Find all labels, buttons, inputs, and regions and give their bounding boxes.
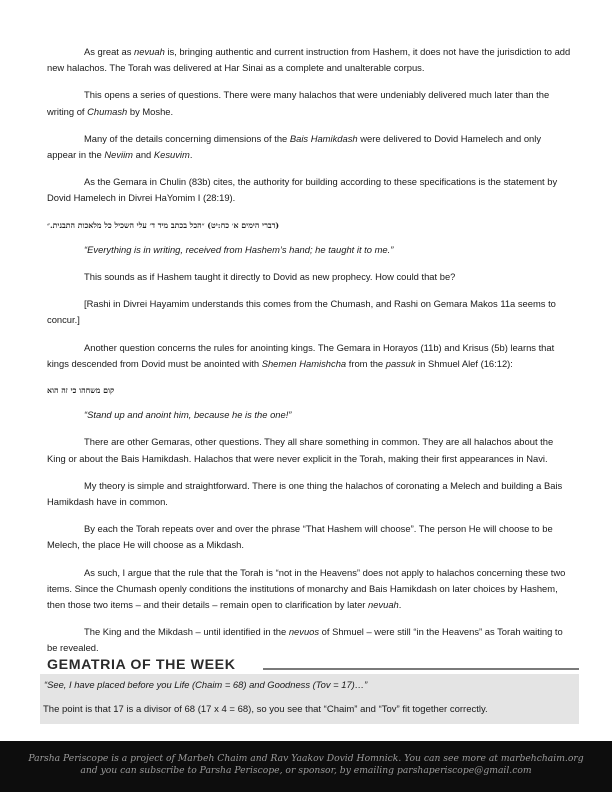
paragraph: As such, I argue that the rule that the Torah is “not in the Heavens” does not apply to halachos concerning these two items. Since the Chumash openly conditions the institutions of monarchy and Bais Hamikdash on later choices by Hashem, then those two items – and their details – remain open to clarification by later nevuah. — [47, 566, 566, 611]
gematria-title: GEMATRIA OF THE WEEK — [47, 657, 236, 673]
verse-translation: “Stand up and anoint him, because he is the one!” — [84, 409, 292, 421]
hebrew-verse: (דברי הימים א׳ כח:יט) ״הכל בכתב מיד ד׳ עלי השכיל כל מלאכות התבנית.״ — [47, 220, 280, 230]
paragraph: The King and the Mikdash – until identified in the nevuos of Shmuel – were still “in the Heavens” as Torah waiting to be revealed. — [47, 626, 563, 654]
paragraph: Many of the details concerning dimensions of the Bais Hamikdash were delivered to Dovid Hamelech and only appear in the Neviim and Kesuvim. — [47, 132, 542, 161]
header-divider — [263, 668, 579, 670]
paragraph: There are other Gemaras, other questions. They all share something in common. They are all halachos about the King or about the Bais Hamikdash. Halachos that were never explicit in the Torah, making their first appearances in Navi. — [47, 436, 554, 464]
hebrew-verse: קום משחהו כי זה הוא — [47, 386, 115, 396]
paragraph: By each the Torah repeats over and over the phrase “That Hashem will choose”. The person He will choose to be Melech, the place He will choose as a Mikdash. — [47, 523, 553, 551]
gematria-box — [40, 674, 579, 724]
footer-line: and you can subscribe to Parsha Periscope, or sponsor, by emailing parshaperiscope@gmail.com — [80, 765, 532, 776]
footer — [0, 741, 612, 792]
paragraph: My theory is simple and straightforward. There is one thing the halachos of coronating a Melech and building a Bais Hamikdash have in common. — [47, 479, 563, 508]
gematria-explanation: The point is that 17 is a divisor of 68 (17 x 4 = 68), so you see that “Chaim” and “Tov” fit together correctly. — [43, 704, 488, 715]
gematria-header — [47, 655, 579, 675]
paragraph: Another question concerns the rules for anointing kings. The Gemara in Horayos (11b) and Krisus (5b) learns that kings descended from Dovid must be anointed with Shemen Hamishcha from the passuk in Shmuel Alef (16:12): — [47, 341, 555, 369]
paragraph: This sounds as if Hashem taught it directly to Dovid as new prophecy. How could that be? — [84, 271, 456, 283]
verse-translation: “Everything is in writing, received from Hashem’s hand; he taught it to me.” — [84, 243, 394, 255]
paragraph: As great as nevuah is, bringing authentic and current instruction from Hashem, it does not have the jurisdiction to add new halachos. The Torah was delivered at Har Sinai as a complete and unalterable corpus. — [47, 46, 571, 74]
footer-line: Parsha Periscope is a project of Marbeh Chaim and Rav Yaakov Dovid Homnick. You can see more at marbehchaim.org — [28, 753, 584, 764]
paragraph: As the Gemara in Chulin (83b) cites, the authority for building according to these specifications is the statement by Dovid Hamelech in Divrei HaYomim I (28:19). — [47, 176, 558, 204]
paragraph: [Rashi in Divrei Hayamim understands this comes from the Chumash, and Rashi on Gemara Makos 11a seems to concur.] — [47, 298, 556, 326]
article-body — [47, 44, 571, 668]
gematria-quote: “See, I have placed before you Life (Chaim = 68) and Goodness (Tov = 17)…” — [44, 679, 368, 690]
paragraph: This opens a series of questions. There were many halachos that were undeniably delivered much later than the writing of Chumash by Moshe. — [47, 89, 550, 117]
